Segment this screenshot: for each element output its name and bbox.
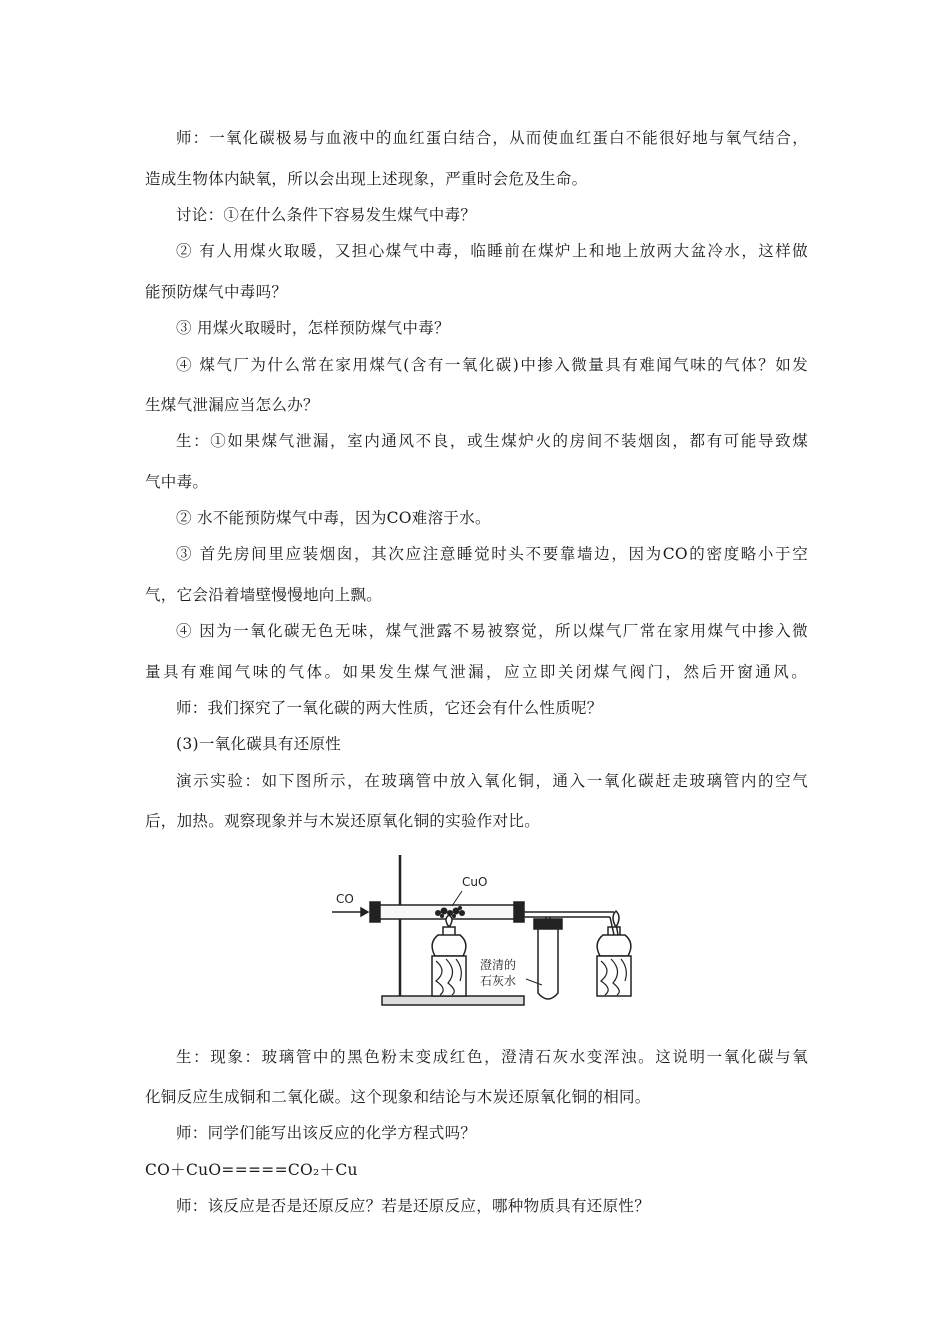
paragraph: ② 有人用煤火取暖，又担心煤气中毒，临睡前在煤炉上和地上放两大盆冷水，这样做: [176, 242, 808, 260]
limewater-label-2: 石灰水: [480, 974, 517, 988]
paragraph: 生煤气泄漏应当怎么办？: [145, 396, 319, 414]
paragraph: 师：该反应是否是还原反应？若是还原反应，哪种物质具有还原性？: [176, 1197, 651, 1215]
paragraph: ③ 用煤火取暖时，怎样预防煤气中毒？: [176, 319, 450, 337]
paragraph: ④ 因为一氧化碳无色无味，煤气泄露不易被察觉，所以煤气厂常在家用煤气中掺入微: [176, 622, 808, 640]
paragraph: 气中毒。: [145, 473, 209, 491]
co-label: CO: [336, 892, 354, 906]
paragraph: 能预防煤气中毒吗？: [145, 283, 288, 301]
paragraph: 化铜反应生成铜和二氧化碳。这个现象和结论与木炭还原氧化铜的相同。: [145, 1088, 651, 1106]
cuo-label: CuO: [462, 875, 488, 889]
chemical-equation: CO＋CuO=====CO₂＋Cu: [145, 1161, 358, 1179]
paragraph: ② 水不能预防煤气中毒，因为CO难溶于水。: [176, 509, 491, 527]
section-heading: (3)一氧化碳具有还原性: [176, 735, 342, 753]
paragraph: 师：我们探究了一氧化碳的两大性质，它还会有什么性质呢？: [176, 699, 603, 717]
paragraph: 师：同学们能写出该反应的化学方程式吗？: [176, 1124, 477, 1142]
paragraph: 演示实验：如下图所示，在玻璃管中放入氧化铜，通入一氧化碳赶走玻璃管内的空气: [176, 772, 808, 790]
test-tube: [538, 927, 558, 999]
paragraph: ③ 首先房间里应装烟囱，其次应注意睡觉时头不要靠墙边，因为CO的密度略小于空: [176, 545, 808, 563]
paragraph: ④ 煤气厂为什么常在家用煤气(含有一氧化碳)中掺入微量具有难闻气味的气体？如发: [176, 356, 808, 374]
experiment-apparatus-figure: [330, 853, 680, 1011]
paragraph: 造成生物体内缺氧，所以会出现上述现象，严重时会危及生命。: [145, 170, 588, 188]
paragraph: 师：一氧化碳极易与血液中的血红蛋白结合，从而使血红蛋白不能很好地与氧气结合，: [176, 129, 808, 147]
limewater-label-1: 澄清的: [480, 958, 517, 972]
paragraph: 气，它会沿着墙壁慢慢地向上飘。: [145, 586, 383, 604]
paragraph: 后，加热。观察现象并与木炭还原氧化铜的实验作对比。: [145, 812, 541, 830]
paragraph: 量具有难闻气味的气体。如果发生煤气泄漏，应立即关闭煤气阀门，然后开窗通风。: [145, 663, 807, 681]
paragraph: 讨论：①在什么条件下容易发生煤气中毒？: [176, 206, 477, 224]
paragraph: 生：现象：玻璃管中的黑色粉末变成红色，澄清石灰水变浑浊。这说明一氧化碳与氧: [176, 1048, 808, 1066]
stand-base: [382, 996, 524, 1005]
paragraph: 生：①如果煤气泄漏，室内通风不良，或生煤炉火的房间不装烟囱，都有可能导致煤: [176, 432, 808, 450]
